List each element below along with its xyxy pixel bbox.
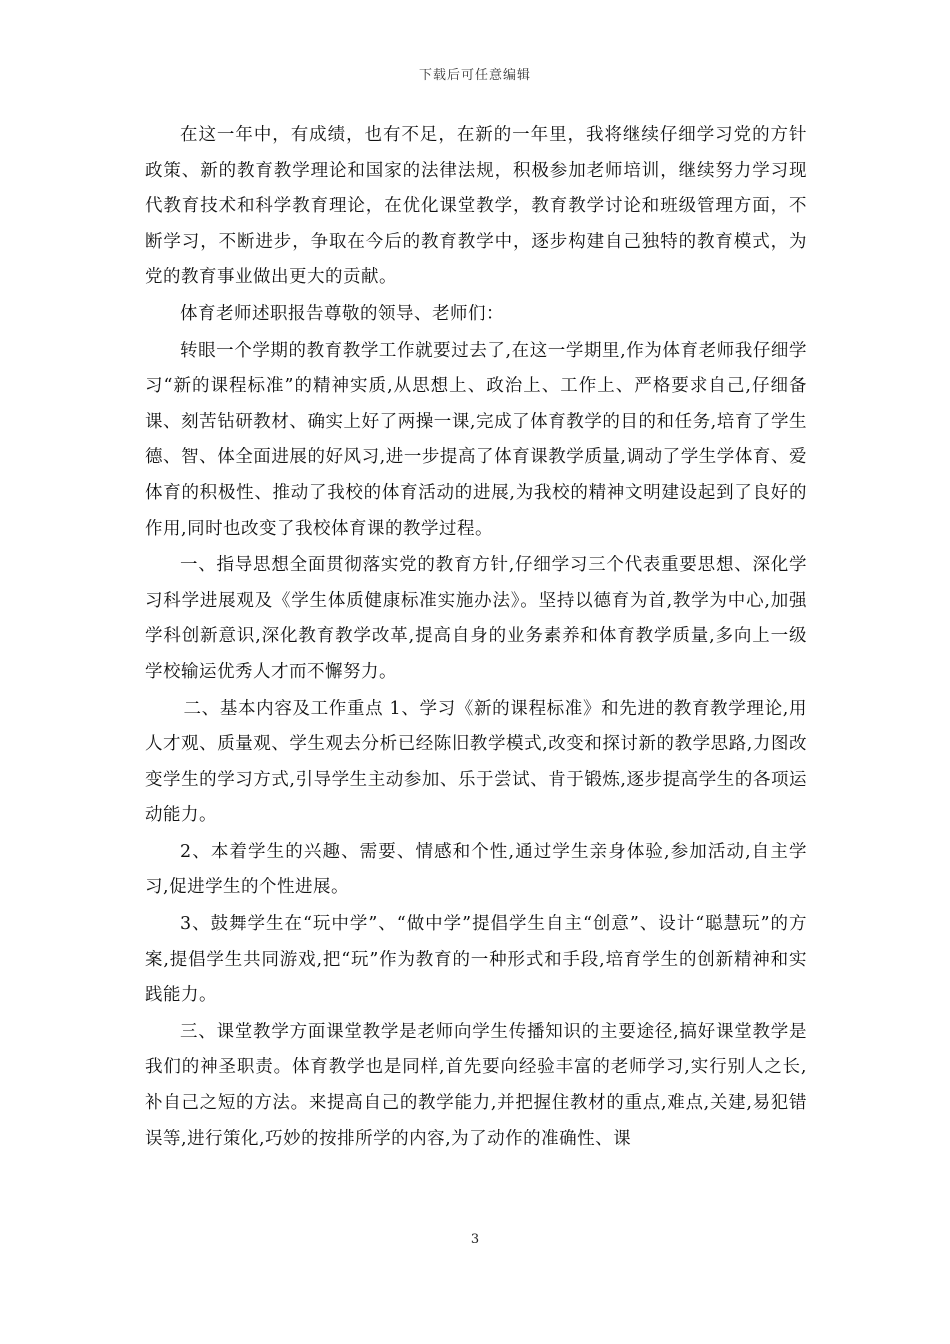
page-header: 下载后可任意编辑 <box>418 68 531 83</box>
paragraph-intro: 转眼一个学期的教育教学工作就要过去了,在这一学期里,作为体育老师我仔细学习“新的课程标准”的精神实质,从思想上、政治上、工作上、严格要求自己,仔细备课、刻苦钻研教材、确实上好了两操一课,完成了体育教学的目的和任务,培育了学生德、智、体全面进展的好风习,进一步提高了体育课教学质量,调动了学生学体育、爱体育的积极性、推动了我校的体育活动的进展,为我校的精神文明建设起到了良好的作用,同时也改变了我校体育课的教学过程。 <box>145 340 807 539</box>
paragraph-item-3: 3、鼓舞学生在“玩中学”、“做中学”提倡学生自主“创意”、设计“聪慧玩”的方案,提倡学生共同游戏,把“玩”作为教育的一种形式和手段,培育学生的创新精神和实践能力。 <box>145 914 807 1006</box>
paragraph-classroom-teaching: 三、课堂教学方面课堂教学是老师向学生传播知识的主要途径,搞好课堂教学是我们的神圣职责。体育教学也是同样,首先要向经验丰富的老师学习,实行别人之长,补自己之短的方法。来提高自己的教学能力,并把握住教材的重点,难点,关建,易犯错误等,进行策化,巧妙的按排所学的内容,为了动作的准确性、课 <box>145 1021 807 1149</box>
paragraph-guiding-thought: 一、指导思想全面贯彻落实党的教育方针,仔细学习三个代表重要思想、深化学习科学进展观及《学生体质健康标准实施办法》。坚持以德育为首,教学为中心,加强学科创新意识,深化教育教学改革,提高自身的业务素养和体育教学质量,多向上一级学校输运优秀人才而不懈努力。 <box>145 555 807 682</box>
paragraph-basic-content: 二、基本内容及工作重点 1、学习《新的课程标准》和先进的教育教学理论,用人才观、质量观、学生观去分析已经陈旧教学模式,改变和探讨新的教学思路,力图改变学生的学习方式,引导学生主动参加、乐于尝试、肯于锻炼,逐步提高学生的各项运动能力。 <box>145 698 807 826</box>
paragraph-conclusion: 在这一年中，有成绩，也有不足，在新的一年里，我将继续仔细学习党的方针政策、新的教育教学理论和国家的法律法规，积极参加老师培训，继续努力学习现代教育技术和科学教育理论，在优化课堂教学，教育教学讨论和班级管理方面，不断学习，不断进步，争取在今后的教育教学中，逐步构建自己独特的教育模式，为党的教育事业做出更大的贡献。 <box>145 125 807 288</box>
paragraph-item-2: 2、本着学生的兴趣、需要、情感和个性,通过学生亲身体验,参加活动,自主学习,促进学生的个性进展。 <box>145 841 807 898</box>
paragraph-report-title: 体育老师述职报告尊敬的领导、老师们： <box>180 303 504 324</box>
page-number: 3 <box>470 1232 480 1247</box>
document-body <box>145 118 807 1158</box>
